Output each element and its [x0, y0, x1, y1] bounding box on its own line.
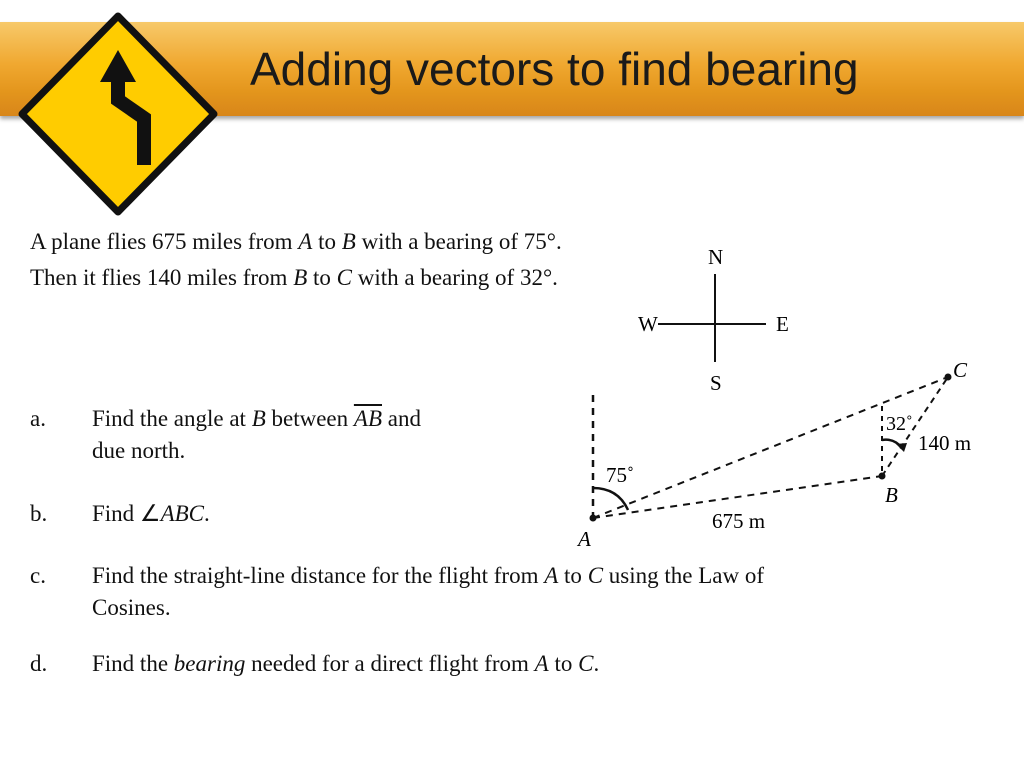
text-run: .: [204, 501, 210, 526]
text-run: using the Law of: [603, 563, 764, 588]
text-run: $\overline{AB}$: [353, 406, 382, 431]
text-run: and: [382, 406, 421, 431]
bearing-diagram: [560, 230, 1024, 560]
text-run: A: [298, 229, 313, 254]
question-label: c.: [30, 563, 46, 588]
text-run: A plane flies 675 miles from: [30, 229, 299, 254]
text-run: between: [265, 406, 354, 431]
question-text: [92, 498, 210, 530]
text-run: to: [307, 265, 337, 290]
text-run: Find the straight-line distance for the flight from: [92, 563, 545, 588]
compass-west: W: [638, 312, 658, 336]
text-run: Find the angle at: [92, 406, 252, 431]
text-run: bearing: [173, 651, 246, 676]
point-c: [945, 374, 952, 381]
text-run: ABC: [160, 501, 205, 526]
label-point-b: B: [885, 483, 898, 507]
text-run: B: [341, 229, 356, 254]
text-run: needed for a direct flight from: [245, 651, 535, 676]
question-text: [92, 648, 992, 680]
compass-south: S: [710, 371, 722, 395]
text-run: Find ∠: [92, 501, 161, 526]
question-text: [92, 403, 552, 435]
text-run: due north.: [92, 438, 186, 463]
text-run: to: [312, 229, 342, 254]
text-run: B: [251, 406, 266, 431]
text-run: C: [336, 265, 352, 290]
compass-north: N: [708, 245, 724, 269]
text-run: C: [578, 651, 594, 676]
text-run: A: [544, 563, 559, 588]
label-dist-bc: 140 m: [918, 431, 972, 455]
label-angle-a: 75˚: [606, 463, 634, 487]
text-run: Find the: [92, 651, 174, 676]
text-run: B: [293, 265, 308, 290]
text-run: to: [548, 651, 579, 676]
label-dist-ab: 675 m: [712, 509, 766, 533]
compass-east: E: [776, 312, 789, 336]
slide-title: Adding vectors to find bearing: [250, 43, 859, 95]
label-point-a: A: [578, 527, 591, 551]
point-a: [590, 515, 597, 522]
winding-road-sign-icon: [0, 0, 230, 220]
question-text-line2: [92, 592, 992, 624]
question-text: [92, 560, 992, 592]
text-run: A: [534, 651, 549, 676]
compass-rose: [638, 245, 789, 395]
question-label: a.: [30, 406, 46, 431]
question-text-line2: [92, 435, 552, 467]
text-run: with a bearing of 75°. Then it flies 140 miles from: [30, 229, 562, 290]
intro-text: [30, 229, 562, 290]
problem-intro: [30, 224, 570, 296]
label-point-c: C: [953, 358, 968, 382]
question-label: b.: [30, 501, 48, 526]
point-b: [879, 473, 886, 480]
text-run: .: [593, 651, 600, 676]
label-angle-b: 32˚: [886, 413, 913, 435]
text-run: with a bearing of 32°.: [351, 265, 558, 290]
question-label: d.: [30, 651, 48, 676]
text-run: Cosines.: [92, 595, 171, 620]
text-run: C: [587, 563, 604, 588]
text-run: to: [558, 563, 588, 588]
